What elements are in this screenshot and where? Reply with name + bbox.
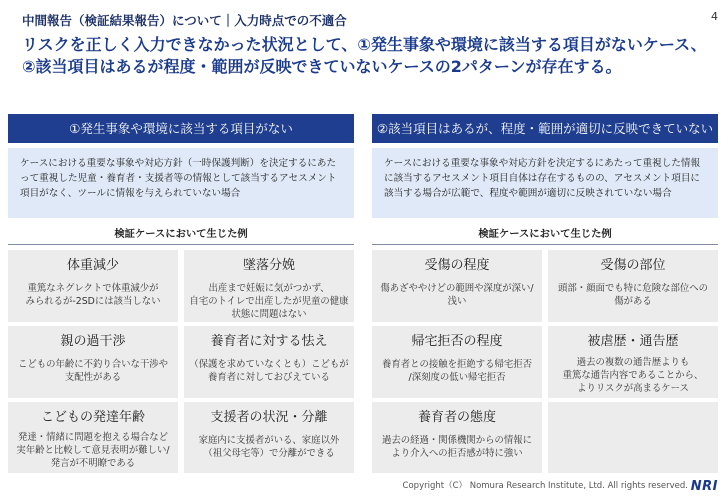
right-column-description: ケースにおける重要な事象や対応方針を決定するにあたって重視した情報に該当するアセスメント項目自体は存在するものの、アセスメント項目に該当する場合が広範で、程度や範囲が適切に反映されていない場合: [372, 148, 718, 218]
example-card-body: 出産まで妊娠に気がつかず、 自宅のトイレで出産したが児童の健康 状態に問題はない: [189, 283, 349, 320]
right-column-header: ②該当項目はあるが、程度・範囲が適切に反映できていない: [372, 114, 718, 143]
example-card: [8, 326, 178, 398]
example-card-body: 頭部・顔面でも特に危険な部位への 傷がある: [557, 283, 708, 307]
example-card-body: 家庭内に支援者がいる、家庭以外 （祖父母宅等）で分離ができる: [198, 435, 340, 459]
example-card-body: こどもの年齢に不釣り合いな干渉や 支配性がある: [17, 359, 168, 383]
right-column: [372, 114, 718, 473]
example-card-title: 体重減少: [66, 258, 119, 273]
example-card-title: 受傷の部位: [600, 258, 666, 273]
empty-card: [548, 402, 718, 473]
example-card-title: 養育者の態度: [417, 410, 496, 425]
page-number: 4: [711, 10, 718, 23]
example-card: [372, 326, 542, 398]
page-title: [22, 34, 712, 78]
example-card: [372, 250, 542, 322]
example-card-body: 発達・情緒に問題を抱える場合など 実年齢と比較して意見表明が難しい/ 発言が不明瞭である: [16, 432, 170, 469]
example-card: [184, 326, 354, 398]
nri-logo: NRI: [690, 479, 718, 494]
left-example-grid: [8, 250, 354, 473]
right-example-grid: [372, 250, 718, 473]
example-card: [184, 250, 354, 322]
right-examples-label: 検証ケースにおいて生じた例: [372, 224, 718, 245]
example-card: [548, 250, 718, 322]
example-card: [8, 250, 178, 322]
breadcrumb: 中間報告（検証結果報告）について｜入力時点での不適合: [22, 13, 347, 28]
left-column-description: ケースにおける重要な事象や対応方針（一時保護判断）を決定するにあたって重視した児童・養育者・支援者等の情報として該当するアセスメント項目がなく、ツールに情報を与えられていない場合: [8, 148, 354, 218]
example-card: [8, 402, 178, 473]
example-card-title: 親の過干渉: [60, 334, 126, 349]
example-card-body: （保護を求めていなくとも）こどもが 養育者に対しておびえている: [189, 359, 349, 383]
example-card-title: 墜落分娩: [242, 258, 295, 273]
example-card-title: 支援者の状況・分離: [210, 410, 328, 425]
left-column: [8, 114, 354, 473]
example-card-title: 受傷の程度: [424, 258, 490, 273]
copyright: Copyright（C） Nomura Research Institute, Ltd. All rights reserved.: [402, 481, 688, 491]
example-card: [372, 402, 542, 473]
example-card: [184, 402, 354, 473]
example-card: [548, 326, 718, 398]
example-card-body: 傷あざややけどの範囲や深度が深い/ 浅い: [380, 283, 534, 307]
example-card-body: 重篤なネグレクトで体重減少が みられるが-2SDには該当しない: [25, 283, 161, 307]
example-card-body: 養育者との接触を拒絶する帰宅拒否 /深刻度の低い帰宅拒否: [381, 359, 532, 383]
page-title-line-1: リスクを正しく入力できなかった状況として、①発生事象や環境に該当する項目がないケース、: [22, 35, 707, 54]
left-examples-label: 検証ケースにおいて生じた例: [8, 224, 354, 245]
page-title-line-2: ②該当項目はあるが程度・範囲が反映できていないケースの2パターンが存在する。: [22, 57, 622, 76]
example-card-title: 養育者に対する怯え: [210, 334, 328, 349]
example-card-body: 過去の複数の通告歴よりも 重篤な通告内容であることから、 よりリスクが高まるケース: [562, 357, 704, 394]
example-card-title: 被虐歴・通告歴: [587, 334, 679, 349]
example-card-body: 過去の経過・関係機関からの情報に より介入への拒否感が特に強い: [381, 435, 532, 459]
example-card-title: こどもの発達年齢: [40, 410, 145, 425]
left-column-header: ①発生事象や環境に該当する項目がない: [8, 114, 354, 143]
example-card-title: 帰宅拒否の程度: [411, 334, 503, 349]
